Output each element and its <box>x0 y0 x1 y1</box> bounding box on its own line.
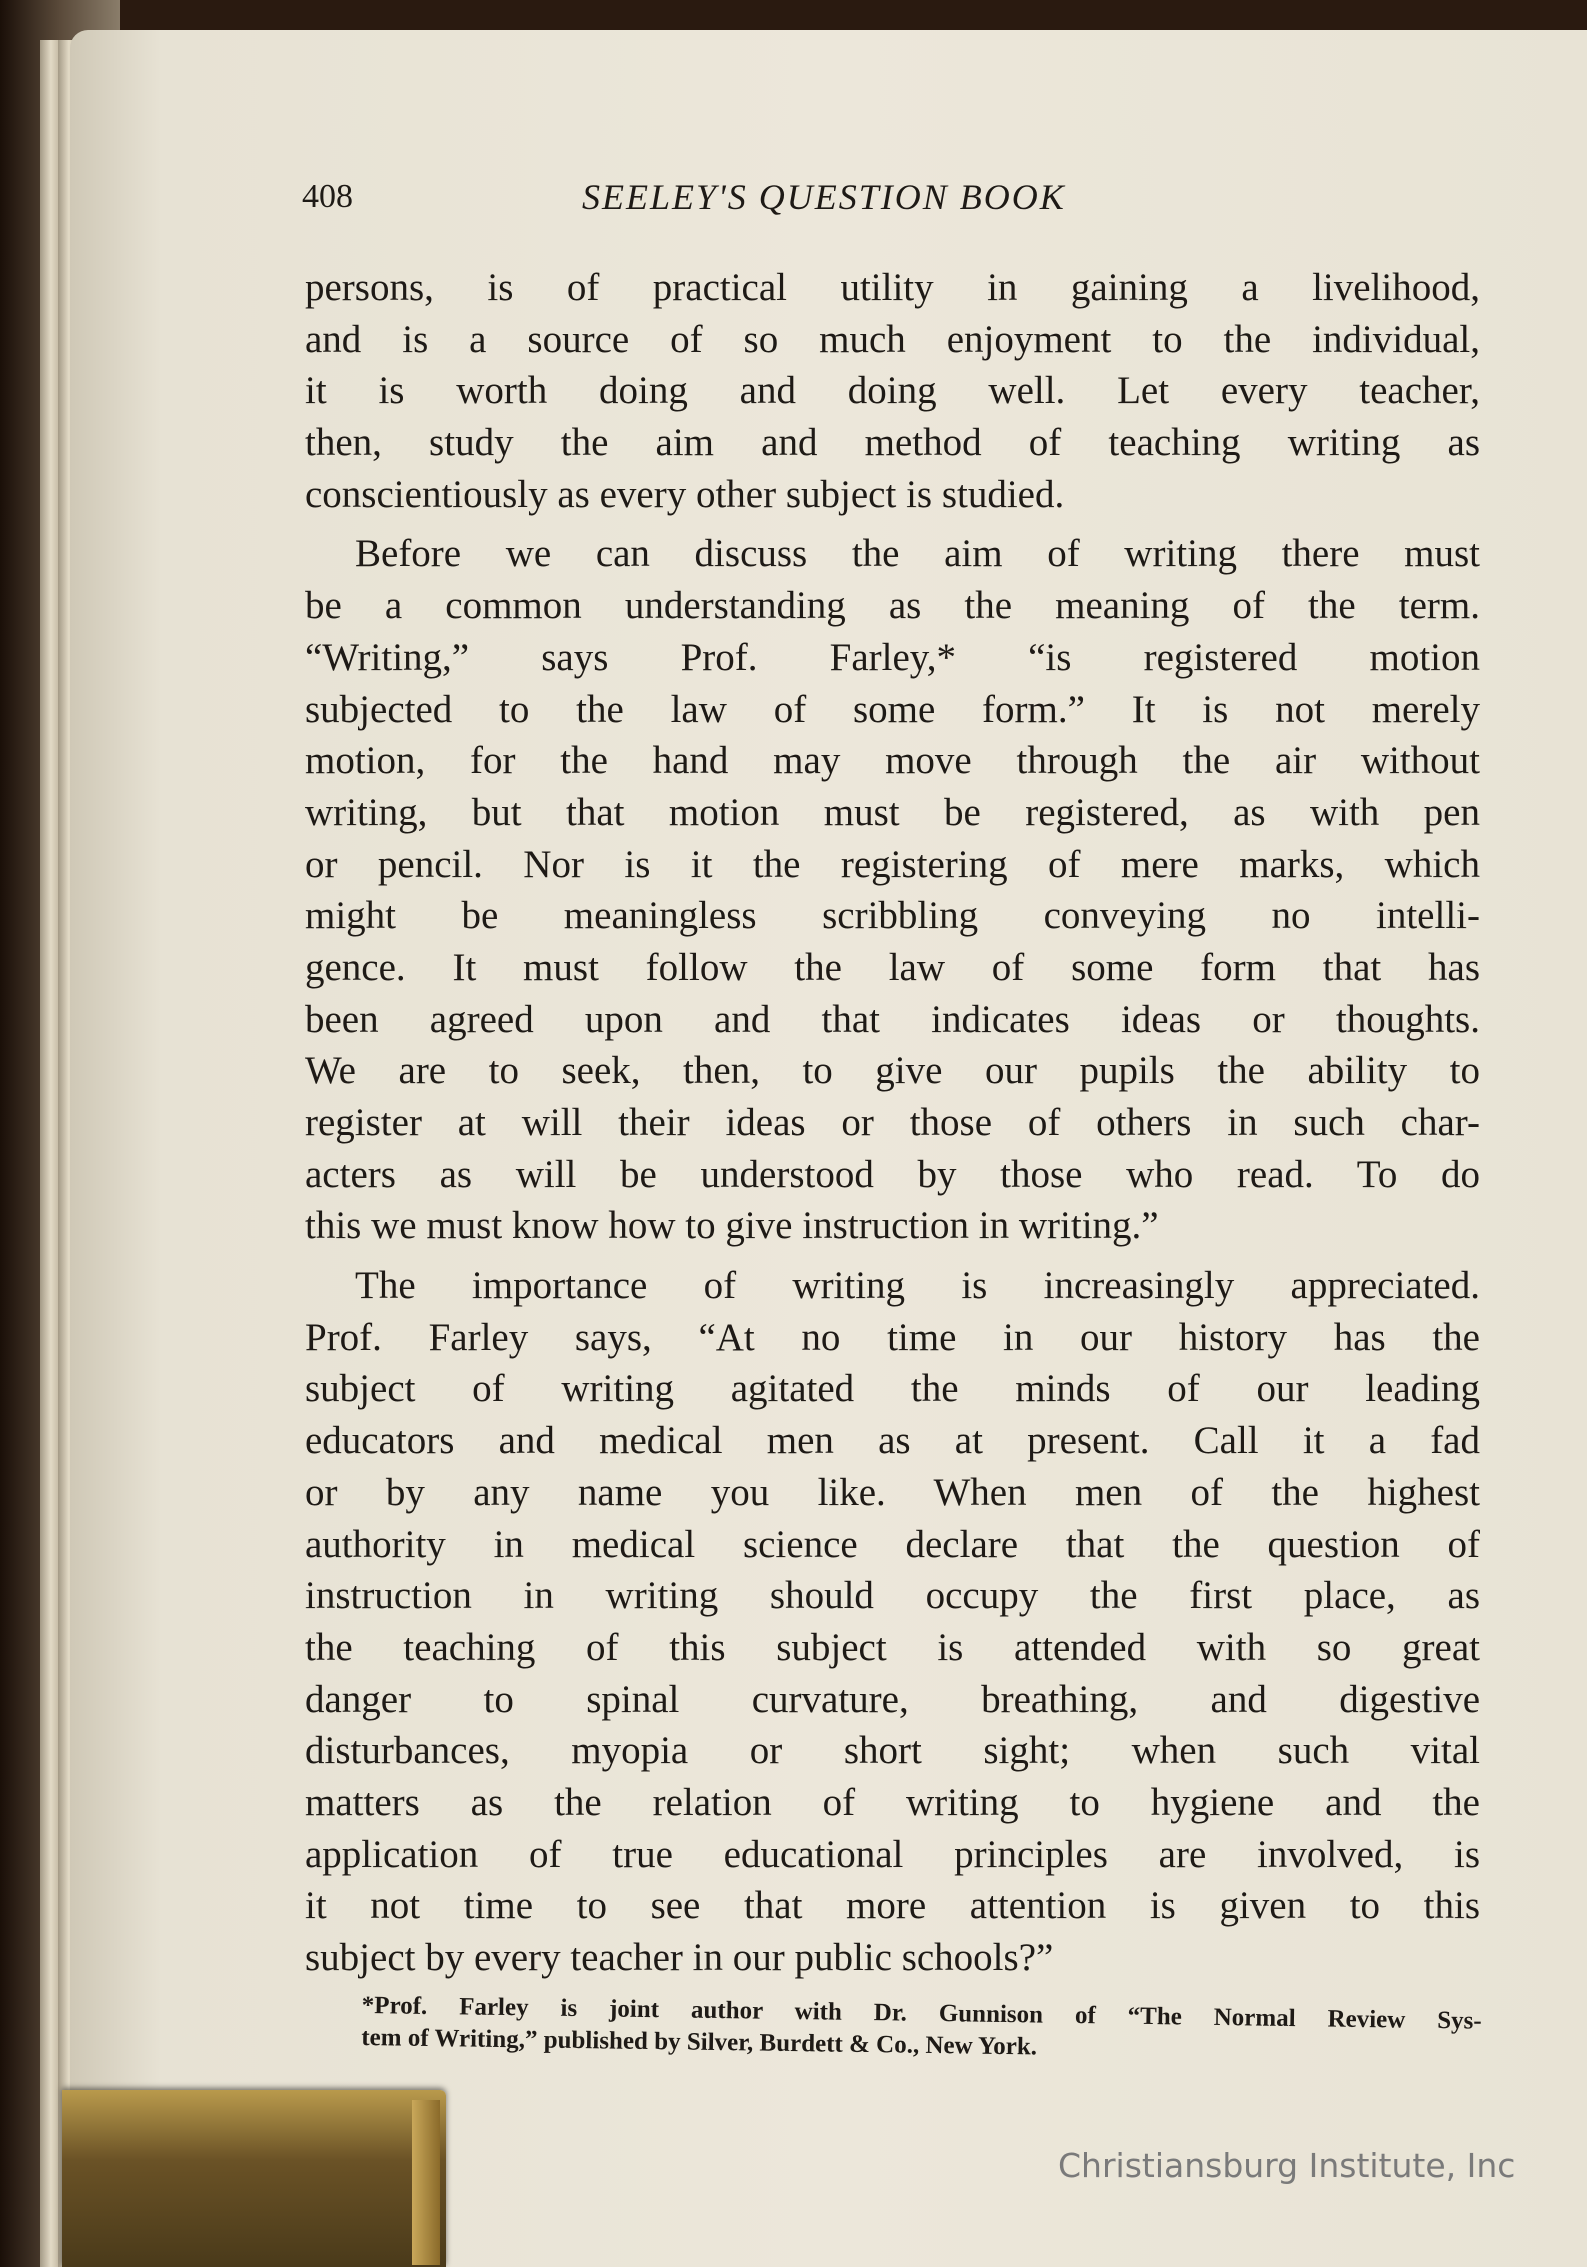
footnote-line: tem of Writing,” published by Silver, Burdett & Co., New York. <box>361 2023 1038 2061</box>
text-line: The importance of writing is increasingly appreciated. <box>355 1264 1480 1308</box>
text-line: matters as the relation of writing to hygiene and the <box>305 1780 1480 1824</box>
text-line: subject of writing agitated the minds of our leading <box>305 1367 1480 1411</box>
text-line: Before we can discuss the aim of writing there must <box>355 532 1480 576</box>
text-line: danger to spinal curvature, breathing, and digestive <box>305 1677 1480 1721</box>
paragraph <box>305 1260 1480 1984</box>
page-edge <box>40 40 59 2267</box>
text-line: or pencil. Nor is it the registering of mere marks, which <box>305 842 1480 886</box>
text-line: be a common understanding as the meaning of the term. <box>305 584 1480 628</box>
text-line: conscientiously as every other subject is studied. <box>305 472 1065 516</box>
text-line: application of true educational principles are involved, is <box>305 1832 1480 1876</box>
paragraph <box>305 528 1480 1252</box>
text-line: motion, for the hand may move through the air without <box>305 739 1480 783</box>
text-line: authority in medical science declare that the question of <box>305 1522 1480 1566</box>
text-line: it not time to see that more attention is given to this <box>305 1884 1480 1928</box>
text-line: “Writing,” says Prof. Farley,* “is registered motion <box>305 635 1480 679</box>
text-line: instruction in writing should occupy the first place, as <box>305 1574 1480 1618</box>
text-line: subjected to the law of some form.” It is not merely <box>305 687 1480 731</box>
text-line: this we must know how to give instruction in writing.” <box>305 1204 1159 1248</box>
text-line: might be meaningless scribbling conveying no intelli- <box>305 894 1480 938</box>
text-line: We are to seek, then, to give our pupils the ability to <box>305 1049 1480 1093</box>
book-clip-edge <box>412 2100 440 2265</box>
text-line: the teaching of this subject is attended with so great <box>305 1625 1480 1669</box>
text-line: subject by every teacher in our public schools?” <box>305 1936 1054 1979</box>
watermark: Christiansburg Institute, Inc <box>1058 2146 1516 2185</box>
text-line: and is a source of so much enjoyment to the individual, <box>305 317 1480 361</box>
text-line: writing, but that motion must be registered, as with pen <box>305 790 1480 834</box>
text-line: gence. It must follow the law of some form that has <box>305 945 1480 989</box>
text-line: been agreed upon and that indicates ideas or thoughts. <box>305 997 1480 1041</box>
page-header <box>302 172 1216 226</box>
text-line: educators and medical men as at present. Call it a fad <box>305 1419 1480 1463</box>
page-number: 408 <box>302 178 353 215</box>
paragraph <box>305 262 1480 520</box>
text-line: persons, is of practical utility in gaining a livelihood, <box>305 266 1480 309</box>
running-title: SEELEY'S QUESTION BOOK <box>582 177 1066 217</box>
text-line: or by any name you like. When men of the highest <box>305 1470 1480 1514</box>
text-line: register at will their ideas or those of others in such char- <box>305 1101 1480 1144</box>
text-line: disturbances, myopia or short sight; when such vital <box>305 1729 1480 1773</box>
footnote-line: *Prof. Farley is joint author with Dr. Gunnison of “The Normal Review Sys- <box>361 1991 1482 2035</box>
text-line: it is worth doing and doing well. Let every teacher, <box>305 369 1480 413</box>
text-line: acters as will be understood by those who read. To do <box>305 1152 1480 1196</box>
text-line: Prof. Farley says, “At no time in our history has the <box>305 1315 1480 1359</box>
text-line: then, study the aim and method of teaching writing as <box>305 421 1480 465</box>
body-text <box>305 262 1480 1992</box>
book-clip <box>62 2090 446 2267</box>
